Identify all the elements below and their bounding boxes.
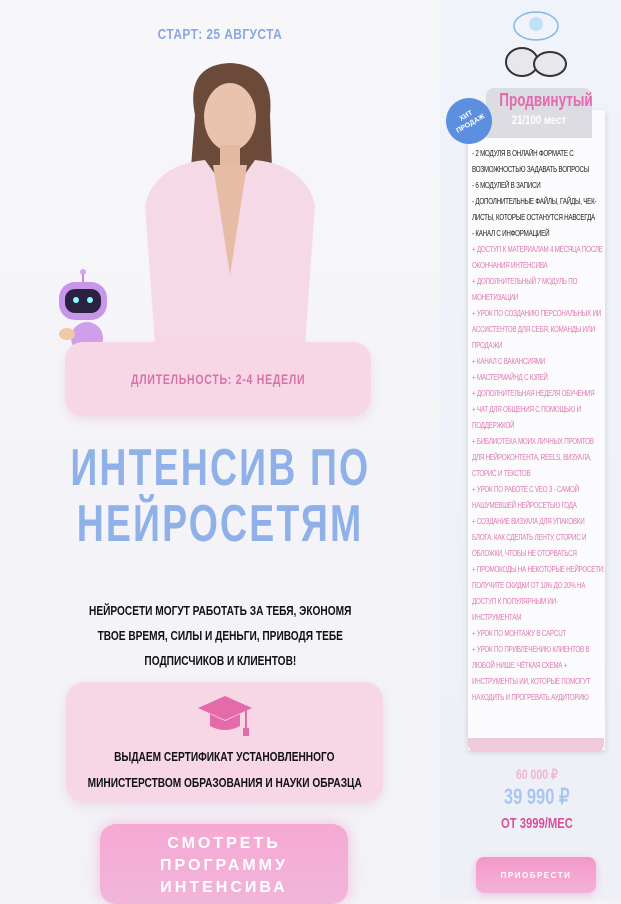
page-title [0, 440, 440, 552]
feature-item: - 2 МОДУЛЯ В ОНЛАЙН ФОРМАТЕ С ВОЗМОЖНОСТЬЮ ЗАДАВАТЬ ВОПРОСЫ [472, 149, 590, 174]
certificate-line: ВЫДАЕМ СЕРТИФИКАТ УСТАНОВЛЕННОГО [114, 749, 335, 764]
certificate-pill [66, 682, 383, 802]
feature-item: + ЧАТ ДЛЯ ОБЩЕНИЯ С ПОМОЩЬЮ И ПОДДЕРЖКОЙ [472, 405, 581, 430]
old-price [468, 766, 605, 783]
start-date [0, 26, 440, 43]
monthly-price [468, 815, 605, 832]
feature-item: + КАНАЛ С ВАКАНСИЯМИ [472, 357, 545, 366]
feature-item: + ДОПОЛНИТЕЛЬНЫЙ 7 МОДУЛЬ ПО МОНЕТИЗАЦИИ [472, 277, 578, 302]
feature-item: + УРОК ПО РАБОТЕ С VEO 3 - САМОЙ НАШУМЕВШЕЙ НЕЙРОСЕТЬЮ ГОДА [472, 485, 579, 510]
feature-item: + БИБЛИОТЕКА МОИХ ЛИЧНЫХ ПРОМТОВ ДЛЯ НЕЙРОКОНТЕНТА, REELS, ВИЗУАЛА, СТОРИС И ТЕКСТОВ [472, 437, 594, 478]
title-line-2: НЕЙРОСЕТЯМ [76, 495, 364, 553]
view-program-button[interactable]: СМОТРЕТЬ ПРОГРАММУ ИНТЕНСИВА [100, 824, 348, 904]
description [40, 598, 400, 673]
robot-decoration [500, 4, 572, 82]
feature-item: + УРОК ПО МОНТАЖУ В CAPCUT [472, 629, 567, 638]
title-line-1: ИНТЕНСИВ ПО [69, 439, 371, 497]
description-line: ПОДПИСЧИКОВ И КЛИЕНТОВ! [144, 653, 296, 668]
feature-item: + ПРОМОКОДЫ НА НЕКОТОРЫЕ НЕЙРОСЕТИ: ПОЛУЧИТЕ СКИДКИ ОТ 10% ДО 20% НА ДОСТУП К ПОПУЛЯРНЫМ ИИ-ИНСТРУМЕНТАМ [472, 565, 605, 622]
tariff-name: Продвинутый [499, 90, 593, 110]
feature-item: + ДОСТУП К МАТЕРИАЛАМ 4 МЕСЯЦА ПОСЛЕ ОКОНЧАНИЯ ИНТЕНСИВА [472, 245, 603, 270]
tariff-seats: 21/100 мест [511, 113, 567, 127]
monthly-price-text: ОТ 3999/МЕС [500, 815, 573, 832]
feature-item: + ДОПОЛНИТЕЛЬНАЯ НЕДЕЛЯ ОБУЧЕНИЯ [472, 389, 595, 398]
feature-item: + УРОК ПО ПРИВЛЕЧЕНИЮ КЛИЕНТОВ В ЛЮБОЙ НИШЕ: ЧЁТКАЯ СХЕМА + ИНСТРУМЕНТЫ ИИ, КОТОРЫЕ ПОМОГУТ НАХОДИТЬ И ПРОГРЕВАТЬ АУДИТОРИЮ [472, 645, 591, 702]
graduation-cap-icon [196, 692, 254, 742]
duration-pill [65, 342, 371, 416]
feature-item: - КАНАЛ С ИНФОРМАЦИЕЙ [472, 229, 550, 238]
feature-item: + МАСТЕРМАЙНД С ЮЛЕЙ [472, 373, 548, 382]
description-line: НЕЙРОСЕТИ МОГУТ РАБОТАТЬ ЗА ТЕБЯ, ЭКОНОМЯ [88, 603, 352, 618]
tariff-header [486, 88, 592, 138]
description-line: ТВОЕ ВРЕМЯ, СИЛЫ И ДЕНЬГИ, ПРИВОДЯ ТЕБЕ [97, 628, 343, 643]
feature-item: - ДОПОЛНИТЕЛЬНЫЕ ФАЙЛЫ, ГАЙДЫ, ЧЕК-ЛИСТЫ, КОТОРЫЕ ОСТАНУТСЯ НАВСЕГДА [472, 197, 597, 222]
feature-item: + СОЗДАНИЕ ВИЗУАЛА ДЛЯ УПАКОВКИ БЛОГА: КАК СДЕЛАТЬ ЛЕНТУ, СТОРИС И ОБЛОЖКИ, ЧТОБЫ НЕ ОТОРВАТЬСЯ [472, 517, 587, 558]
old-price-text: 60 000 ₽ [515, 766, 558, 782]
buy-button[interactable]: ПРИОБРЕСТИ [476, 857, 596, 893]
feature-item: - 6 МОДУЛЕЙ В ЗАПИСИ [472, 181, 541, 190]
tariff-features [472, 146, 605, 706]
feature-item: + УРОК ПО СОЗДАНИЮ ПЕРСОНАЛЬНЫХ ИИ АССИСТЕНТОВ ДЛЯ СЕБЯ, КОМАНДЫ ИЛИ ПРОДАЖИ [472, 309, 601, 350]
start-date-text: СТАРТ: 25 АВГУСТА [157, 26, 283, 43]
price-text: 39 990 ₽ [503, 784, 570, 809]
duration-text: ДЛИТЕЛЬНОСТЬ: 2-4 НЕДЕЛИ [130, 371, 306, 387]
bestseller-badge: ХИТ ПРОДАЖ [438, 90, 501, 153]
price [468, 784, 605, 810]
presenter-photo [135, 55, 325, 345]
certificate-line: МИНИСТЕРСТВОМ ОБРАЗОВАНИЯ И НАУКИ ОБРАЗЦА [87, 775, 362, 790]
tariff-card-bottom [468, 738, 604, 752]
